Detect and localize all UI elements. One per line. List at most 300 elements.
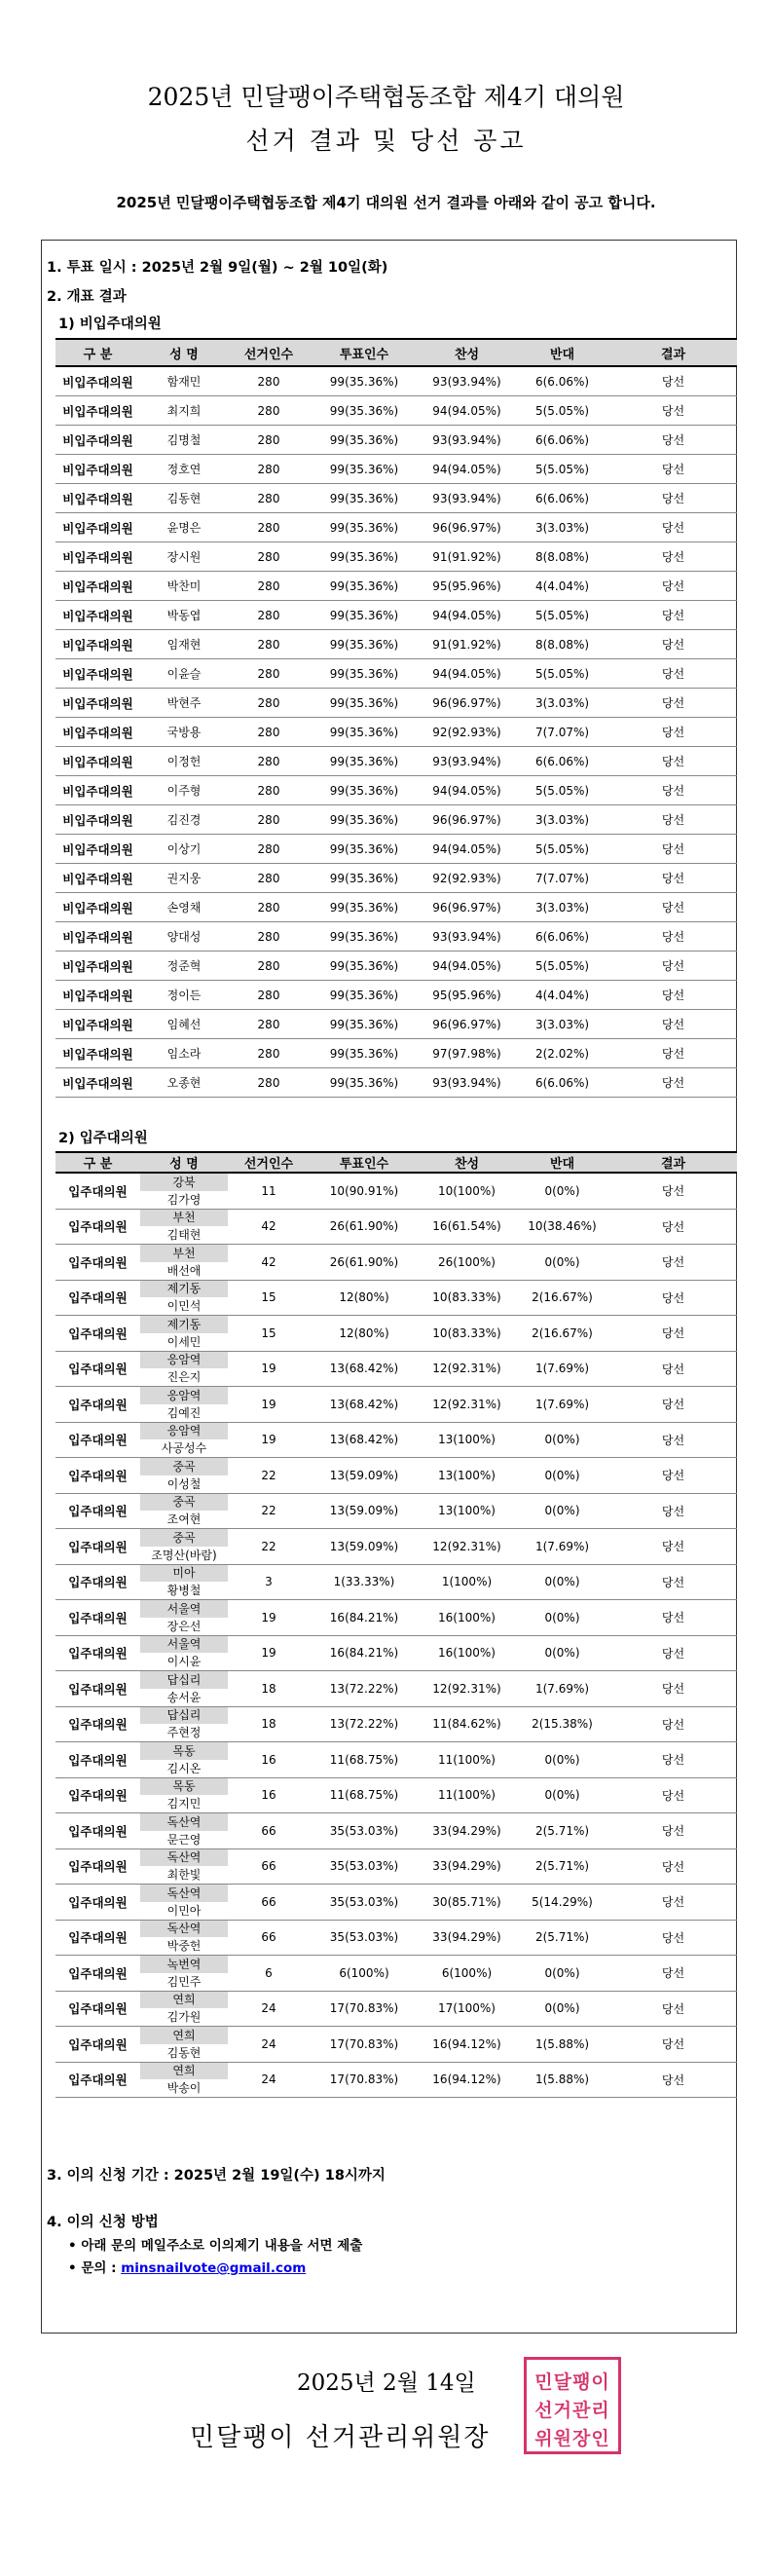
- voters-cell: 99(35.36%): [310, 513, 419, 542]
- result-cell: 당선: [609, 1529, 737, 1565]
- electors-cell: 280: [228, 1010, 310, 1039]
- voters-cell: 99(35.36%): [310, 572, 419, 601]
- no-cell: 6(6.06%): [515, 484, 609, 513]
- electors-cell: 280: [228, 981, 310, 1010]
- region-name-stack: [140, 1210, 228, 1245]
- voters-cell: 99(35.36%): [310, 864, 419, 893]
- group-cell: 입주대의원: [55, 1777, 140, 1813]
- voters-cell: 13(68.42%): [310, 1422, 419, 1458]
- region-name-stack: [140, 1529, 228, 1564]
- region-name-cell: [140, 1387, 228, 1423]
- objection-instruction: • 아래 문의 메일주소로 이의제기 내용을 서면 제출: [68, 2238, 363, 2254]
- region-label: 서울역: [140, 1636, 228, 1654]
- region-label: 독산역: [140, 1921, 228, 1938]
- table-row: [55, 1351, 737, 1387]
- electors-cell: 15: [228, 1316, 310, 1352]
- voters-cell: 35(53.03%): [310, 1885, 419, 1921]
- yes-cell: 26(100%): [419, 1245, 515, 1281]
- voters-cell: 99(35.36%): [310, 1039, 419, 1068]
- region-name-cell: [140, 1777, 228, 1813]
- group-cell: 입주대의원: [55, 1635, 140, 1671]
- region-name-stack: [140, 1813, 228, 1848]
- voters-cell: 11(68.75%): [310, 1742, 419, 1778]
- name-cell: 권지웅: [140, 864, 228, 893]
- table-row: [55, 1068, 737, 1098]
- region-name-cell: [140, 1848, 228, 1885]
- header-group: 구 분: [55, 1152, 140, 1173]
- yes-cell: 13(100%): [419, 1458, 515, 1494]
- region-name-stack: [140, 2063, 228, 2098]
- name-label: 김가원: [166, 2010, 202, 2025]
- electors-cell: 280: [228, 922, 310, 952]
- result-cell: 당선: [609, 718, 737, 747]
- table-row: [55, 542, 737, 572]
- header-name: 성 명: [140, 1152, 228, 1173]
- no-cell: 5(5.05%): [515, 455, 609, 484]
- region-label: 연희: [140, 2063, 228, 2080]
- electors-cell: 280: [228, 952, 310, 981]
- voters-cell: 99(35.36%): [310, 1010, 419, 1039]
- table-header-row: [55, 1152, 737, 1173]
- region-label: 미아: [140, 1565, 228, 1583]
- voters-cell: 17(70.83%): [310, 1991, 419, 2027]
- electors-cell: 15: [228, 1280, 310, 1316]
- signature-date: 2025년 2월 14일: [297, 2371, 476, 2396]
- no-cell: 6(6.06%): [515, 426, 609, 455]
- name-label: 김태현: [166, 1228, 202, 1243]
- result-cell: 당선: [609, 835, 737, 864]
- no-cell: 5(5.05%): [515, 396, 609, 426]
- yes-cell: 96(96.97%): [419, 893, 515, 922]
- no-cell: 0(0%): [515, 1458, 609, 1494]
- result-cell: 당선: [609, 1600, 737, 1636]
- voters-cell: 99(35.36%): [310, 484, 419, 513]
- no-cell: 3(3.03%): [515, 689, 609, 718]
- no-cell: 8(8.08%): [515, 542, 609, 572]
- section-vote-period: 1. 투표 일시 : 2025년 2월 9일(월) ~ 2월 10일(화): [47, 260, 388, 276]
- no-cell: 0(0%): [515, 1635, 609, 1671]
- voters-cell: 13(68.42%): [310, 1351, 419, 1387]
- region-name-cell: [140, 1493, 228, 1529]
- name-cell: 박동엽: [140, 601, 228, 630]
- yes-cell: 94(94.05%): [419, 455, 515, 484]
- region-name-cell: [140, 1706, 228, 1742]
- yes-cell: 93(93.94%): [419, 1068, 515, 1098]
- electors-cell: 24: [228, 2062, 310, 2098]
- no-cell: 7(7.07%): [515, 864, 609, 893]
- region-name-cell: [140, 1885, 228, 1921]
- result-cell: 당선: [609, 2062, 737, 2098]
- result-cell: 당선: [609, 2027, 737, 2063]
- region-label: 녹번역: [140, 1956, 228, 1973]
- table-row: [55, 1956, 737, 1992]
- group-cell: 비입주대의원: [55, 835, 140, 864]
- electors-cell: 66: [228, 1848, 310, 1885]
- region-name-cell: [140, 1742, 228, 1778]
- no-cell: 2(15.38%): [515, 1706, 609, 1742]
- result-cell: 당선: [609, 1173, 737, 1209]
- group-cell: 비입주대의원: [55, 952, 140, 981]
- electors-cell: 22: [228, 1493, 310, 1529]
- yes-cell: 94(94.05%): [419, 659, 515, 689]
- name-label: 이민석: [166, 1299, 202, 1314]
- group-cell: 입주대의원: [55, 1564, 140, 1600]
- region-name-stack: [140, 1849, 228, 1885]
- no-cell: 0(0%): [515, 1493, 609, 1529]
- table-row: [55, 1813, 737, 1849]
- result-cell: 당선: [609, 396, 737, 426]
- group-cell: 입주대의원: [55, 1387, 140, 1423]
- no-cell: 0(0%): [515, 1245, 609, 1281]
- region-name-stack: [140, 1245, 228, 1280]
- region-name-stack: [140, 1956, 228, 1991]
- name-label: 김가영: [166, 1192, 202, 1207]
- result-cell: 당선: [609, 952, 737, 981]
- result-cell: 당선: [609, 1458, 737, 1494]
- region-name-stack: [140, 1600, 228, 1635]
- name-cell: 손영채: [140, 893, 228, 922]
- result-cell: 당선: [609, 1010, 737, 1039]
- no-cell: 7(7.07%): [515, 718, 609, 747]
- result-cell: 당선: [609, 1209, 737, 1245]
- no-cell: 0(0%): [515, 1600, 609, 1636]
- section-objection-method: 4. 이의 신청 방법: [47, 2215, 159, 2230]
- voters-cell: 99(35.36%): [310, 893, 419, 922]
- no-cell: 3(3.03%): [515, 805, 609, 835]
- region-name-stack: [140, 2027, 228, 2062]
- table-header-row: [55, 339, 737, 366]
- group-cell: 비입주대의원: [55, 630, 140, 659]
- section-objection-period: 3. 이의 신청 기간 : 2025년 2월 19일(수) 18시까지: [47, 2168, 386, 2184]
- result-cell: 당선: [609, 426, 737, 455]
- yes-cell: 93(93.94%): [419, 366, 515, 396]
- header-voters: 투표인수: [310, 339, 419, 366]
- result-cell: 당선: [609, 1635, 737, 1671]
- region-label: 독산역: [140, 1849, 228, 1867]
- result-cell: 당선: [609, 366, 737, 396]
- region-name-stack: [140, 1636, 228, 1671]
- header-result: 결과: [609, 339, 737, 366]
- voters-cell: 99(35.36%): [310, 718, 419, 747]
- group-cell: 비입주대의원: [55, 542, 140, 572]
- electors-cell: 280: [228, 1039, 310, 1068]
- table-row: [55, 981, 737, 1010]
- group-cell: 비입주대의원: [55, 426, 140, 455]
- name-label: 문근영: [166, 1832, 202, 1847]
- region-name-cell: [140, 1173, 228, 1209]
- electors-cell: 280: [228, 718, 310, 747]
- group-cell: 입주대의원: [55, 1316, 140, 1352]
- yes-cell: 13(100%): [419, 1493, 515, 1529]
- voters-cell: 16(84.21%): [310, 1635, 419, 1671]
- region-label: 연희: [140, 1992, 228, 2009]
- group-cell: 비입주대의원: [55, 572, 140, 601]
- header-yes: 찬성: [419, 1152, 515, 1173]
- name-label: 박송이: [166, 2081, 202, 2096]
- table-row: [55, 776, 737, 805]
- electors-cell: 19: [228, 1351, 310, 1387]
- electors-cell: 280: [228, 864, 310, 893]
- region-label: 목동: [140, 1742, 228, 1760]
- result-cell: 당선: [609, 1387, 737, 1423]
- table-row: [55, 1010, 737, 1039]
- no-cell: 5(14.29%): [515, 1885, 609, 1921]
- region-name-cell: [140, 1529, 228, 1565]
- yes-cell: 96(96.97%): [419, 689, 515, 718]
- electors-cell: 16: [228, 1742, 310, 1778]
- group-cell: 비입주대의원: [55, 805, 140, 835]
- name-cell: 이상기: [140, 835, 228, 864]
- table-row: [55, 1316, 737, 1352]
- no-cell: 5(5.05%): [515, 659, 609, 689]
- yes-cell: 17(100%): [419, 1991, 515, 2027]
- voters-cell: 99(35.36%): [310, 630, 419, 659]
- table-row: [55, 952, 737, 981]
- region-name-cell: [140, 1351, 228, 1387]
- region-name-cell: [140, 1635, 228, 1671]
- yes-cell: 93(93.94%): [419, 484, 515, 513]
- name-cell: 국방용: [140, 718, 228, 747]
- name-label: 장은선: [166, 1619, 202, 1633]
- yes-cell: 10(100%): [419, 1173, 515, 1209]
- electors-cell: 280: [228, 747, 310, 776]
- result-cell: 당선: [609, 981, 737, 1010]
- group-cell: 입주대의원: [55, 1885, 140, 1921]
- voters-cell: 17(70.83%): [310, 2062, 419, 2098]
- no-cell: 1(7.69%): [515, 1351, 609, 1387]
- result-cell: 당선: [609, 1068, 737, 1098]
- name-label: 송서윤: [166, 1690, 202, 1704]
- electors-cell: 19: [228, 1600, 310, 1636]
- group-cell: 입주대의원: [55, 1920, 140, 1956]
- region-name-cell: [140, 1564, 228, 1600]
- name-label: 김시온: [166, 1761, 202, 1775]
- voters-cell: 26(61.90%): [310, 1245, 419, 1281]
- group-cell: 입주대의원: [55, 1245, 140, 1281]
- name-label: 조명산(바람): [151, 1548, 217, 1562]
- result-cell: 당선: [609, 776, 737, 805]
- yes-cell: 96(96.97%): [419, 1010, 515, 1039]
- header-name: 성 명: [140, 339, 228, 366]
- page-title: 2025년 민달팽이주택협동조합 제4기 대의원: [147, 83, 625, 111]
- yes-cell: 94(94.05%): [419, 601, 515, 630]
- region-name-stack: [140, 1281, 228, 1316]
- name-cell: 박찬미: [140, 572, 228, 601]
- group-cell: 입주대의원: [55, 1173, 140, 1209]
- voters-cell: 10(90.91%): [310, 1173, 419, 1209]
- group-cell: 비입주대의원: [55, 981, 140, 1010]
- voters-cell: 99(35.36%): [310, 835, 419, 864]
- name-label: 김지민: [166, 1797, 202, 1811]
- no-cell: 1(7.69%): [515, 1387, 609, 1423]
- table-row: [55, 805, 737, 835]
- table-row: [55, 1493, 737, 1529]
- group-cell: 비입주대의원: [55, 893, 140, 922]
- region-label: 중곡: [140, 1494, 228, 1512]
- group-cell: 입주대의원: [55, 1280, 140, 1316]
- table-row: [55, 747, 737, 776]
- name-cell: 임소라: [140, 1039, 228, 1068]
- electors-cell: 42: [228, 1209, 310, 1245]
- table-row: [55, 455, 737, 484]
- name-cell: 박현주: [140, 689, 228, 718]
- result-cell: 당선: [609, 1245, 737, 1281]
- table-row: [55, 1458, 737, 1494]
- no-cell: 5(5.05%): [515, 601, 609, 630]
- electors-cell: 280: [228, 366, 310, 396]
- region-name-stack: [140, 1778, 228, 1813]
- no-cell: 1(5.88%): [515, 2062, 609, 2098]
- region-name-cell: [140, 1316, 228, 1352]
- name-cell: 정이든: [140, 981, 228, 1010]
- name-label: 이세민: [166, 1334, 202, 1349]
- no-cell: 8(8.08%): [515, 630, 609, 659]
- name-cell: 임재현: [140, 630, 228, 659]
- name-label: 배선애: [166, 1263, 202, 1278]
- group-cell: 입주대의원: [55, 1742, 140, 1778]
- voters-cell: 99(35.36%): [310, 922, 419, 952]
- non-resident-results-table: [55, 338, 737, 1098]
- voters-cell: 35(53.03%): [310, 1848, 419, 1885]
- group-cell: 비입주대의원: [55, 689, 140, 718]
- name-label: 최한빛: [166, 1868, 202, 1883]
- voters-cell: 99(35.36%): [310, 776, 419, 805]
- region-name-cell: [140, 1280, 228, 1316]
- region-label: 독산역: [140, 1813, 228, 1831]
- voters-cell: 99(35.36%): [310, 426, 419, 455]
- group-cell: 비입주대의원: [55, 864, 140, 893]
- table-row: [55, 1600, 737, 1636]
- voters-cell: 99(35.36%): [310, 1068, 419, 1098]
- contact-label: • 문의 :: [68, 2260, 122, 2276]
- region-label: 응암역: [140, 1352, 228, 1369]
- yes-cell: 12(92.31%): [419, 1529, 515, 1565]
- yes-cell: 93(93.94%): [419, 747, 515, 776]
- electors-cell: 280: [228, 601, 310, 630]
- yes-cell: 92(92.93%): [419, 864, 515, 893]
- subsection-resident: 2) 입주대의원: [58, 1131, 148, 1146]
- region-name-cell: [140, 1920, 228, 1956]
- voters-cell: 13(59.09%): [310, 1458, 419, 1494]
- yes-cell: 1(100%): [419, 1564, 515, 1600]
- table-row: [55, 366, 737, 396]
- no-cell: 2(5.71%): [515, 1813, 609, 1849]
- region-name-stack: [140, 1423, 228, 1458]
- table-row: [55, 2027, 737, 2063]
- group-cell: 입주대의원: [55, 1848, 140, 1885]
- no-cell: 2(2.02%): [515, 1039, 609, 1068]
- result-cell: 당선: [609, 1351, 737, 1387]
- table-row: [55, 1039, 737, 1068]
- group-cell: 비입주대의원: [55, 1039, 140, 1068]
- group-cell: 입주대의원: [55, 2062, 140, 2098]
- no-cell: 0(0%): [515, 1956, 609, 1992]
- region-label: 답십리: [140, 1707, 228, 1725]
- name-cell: 김동현: [140, 484, 228, 513]
- table-row: [55, 513, 737, 542]
- electors-cell: 19: [228, 1387, 310, 1423]
- voters-cell: 12(80%): [310, 1316, 419, 1352]
- group-cell: 비입주대의원: [55, 601, 140, 630]
- name-label: 김예진: [166, 1405, 202, 1420]
- voters-cell: 13(59.09%): [310, 1529, 419, 1565]
- group-cell: 입주대의원: [55, 1706, 140, 1742]
- yes-cell: 94(94.05%): [419, 835, 515, 864]
- region-name-stack: [140, 1671, 228, 1706]
- voters-cell: 99(35.36%): [310, 952, 419, 981]
- result-cell: 당선: [609, 1706, 737, 1742]
- result-cell: 당선: [609, 1493, 737, 1529]
- name-label: 이시윤: [166, 1655, 202, 1669]
- name-label: 사공성수: [161, 1441, 207, 1456]
- group-cell: 비입주대의원: [55, 718, 140, 747]
- region-name-stack: [140, 1387, 228, 1422]
- group-cell: 입주대의원: [55, 1813, 140, 1849]
- table-row: [55, 922, 737, 952]
- subsection-non-resident: 1) 비입주대의원: [58, 317, 162, 332]
- region-label: 중곡: [140, 1529, 228, 1547]
- header-group: 구 분: [55, 339, 140, 366]
- electors-cell: 22: [228, 1458, 310, 1494]
- electors-cell: 280: [228, 689, 310, 718]
- group-cell: 비입주대의원: [55, 747, 140, 776]
- voters-cell: 99(35.36%): [310, 542, 419, 572]
- no-cell: 3(3.03%): [515, 513, 609, 542]
- result-cell: 당선: [609, 1280, 737, 1316]
- region-name-stack: [140, 1174, 228, 1209]
- yes-cell: 16(100%): [419, 1600, 515, 1636]
- name-label: 이민아: [166, 1903, 202, 1918]
- result-cell: 당선: [609, 805, 737, 835]
- table-row: [55, 2062, 737, 2098]
- header-voters: 투표인수: [310, 1152, 419, 1173]
- voters-cell: 99(35.36%): [310, 455, 419, 484]
- voters-cell: 99(35.36%): [310, 659, 419, 689]
- electors-cell: 24: [228, 2027, 310, 2063]
- table-row: [55, 1173, 737, 1209]
- group-cell: 입주대의원: [55, 1529, 140, 1565]
- yes-cell: 10(83.33%): [419, 1280, 515, 1316]
- table-row: [55, 1991, 737, 2027]
- electors-cell: 280: [228, 835, 310, 864]
- yes-cell: 12(92.31%): [419, 1671, 515, 1707]
- yes-cell: 93(93.94%): [419, 922, 515, 952]
- no-cell: 4(4.04%): [515, 572, 609, 601]
- table-row: [55, 1245, 737, 1281]
- name-cell: 윤명은: [140, 513, 228, 542]
- region-label: 목동: [140, 1778, 228, 1796]
- result-cell: 당선: [609, 1885, 737, 1921]
- voters-cell: 1(33.33%): [310, 1564, 419, 1600]
- group-cell: 입주대의원: [55, 1956, 140, 1992]
- result-cell: 당선: [609, 1039, 737, 1068]
- group-cell: 입주대의원: [55, 1209, 140, 1245]
- contact-email-link[interactable]: minsnailvote@gmail.com: [121, 2260, 307, 2276]
- no-cell: 3(3.03%): [515, 893, 609, 922]
- voters-cell: 99(35.36%): [310, 396, 419, 426]
- yes-cell: 16(100%): [419, 1635, 515, 1671]
- electors-cell: 280: [228, 426, 310, 455]
- table-row: [55, 659, 737, 689]
- no-cell: 2(16.67%): [515, 1316, 609, 1352]
- result-cell: 당선: [609, 1316, 737, 1352]
- region-name-cell: [140, 1245, 228, 1281]
- yes-cell: 33(94.29%): [419, 1813, 515, 1849]
- header-result: 결과: [609, 1152, 737, 1173]
- region-name-cell: [140, 1671, 228, 1707]
- result-cell: 당선: [609, 572, 737, 601]
- name-label: 김민주: [166, 1974, 202, 1989]
